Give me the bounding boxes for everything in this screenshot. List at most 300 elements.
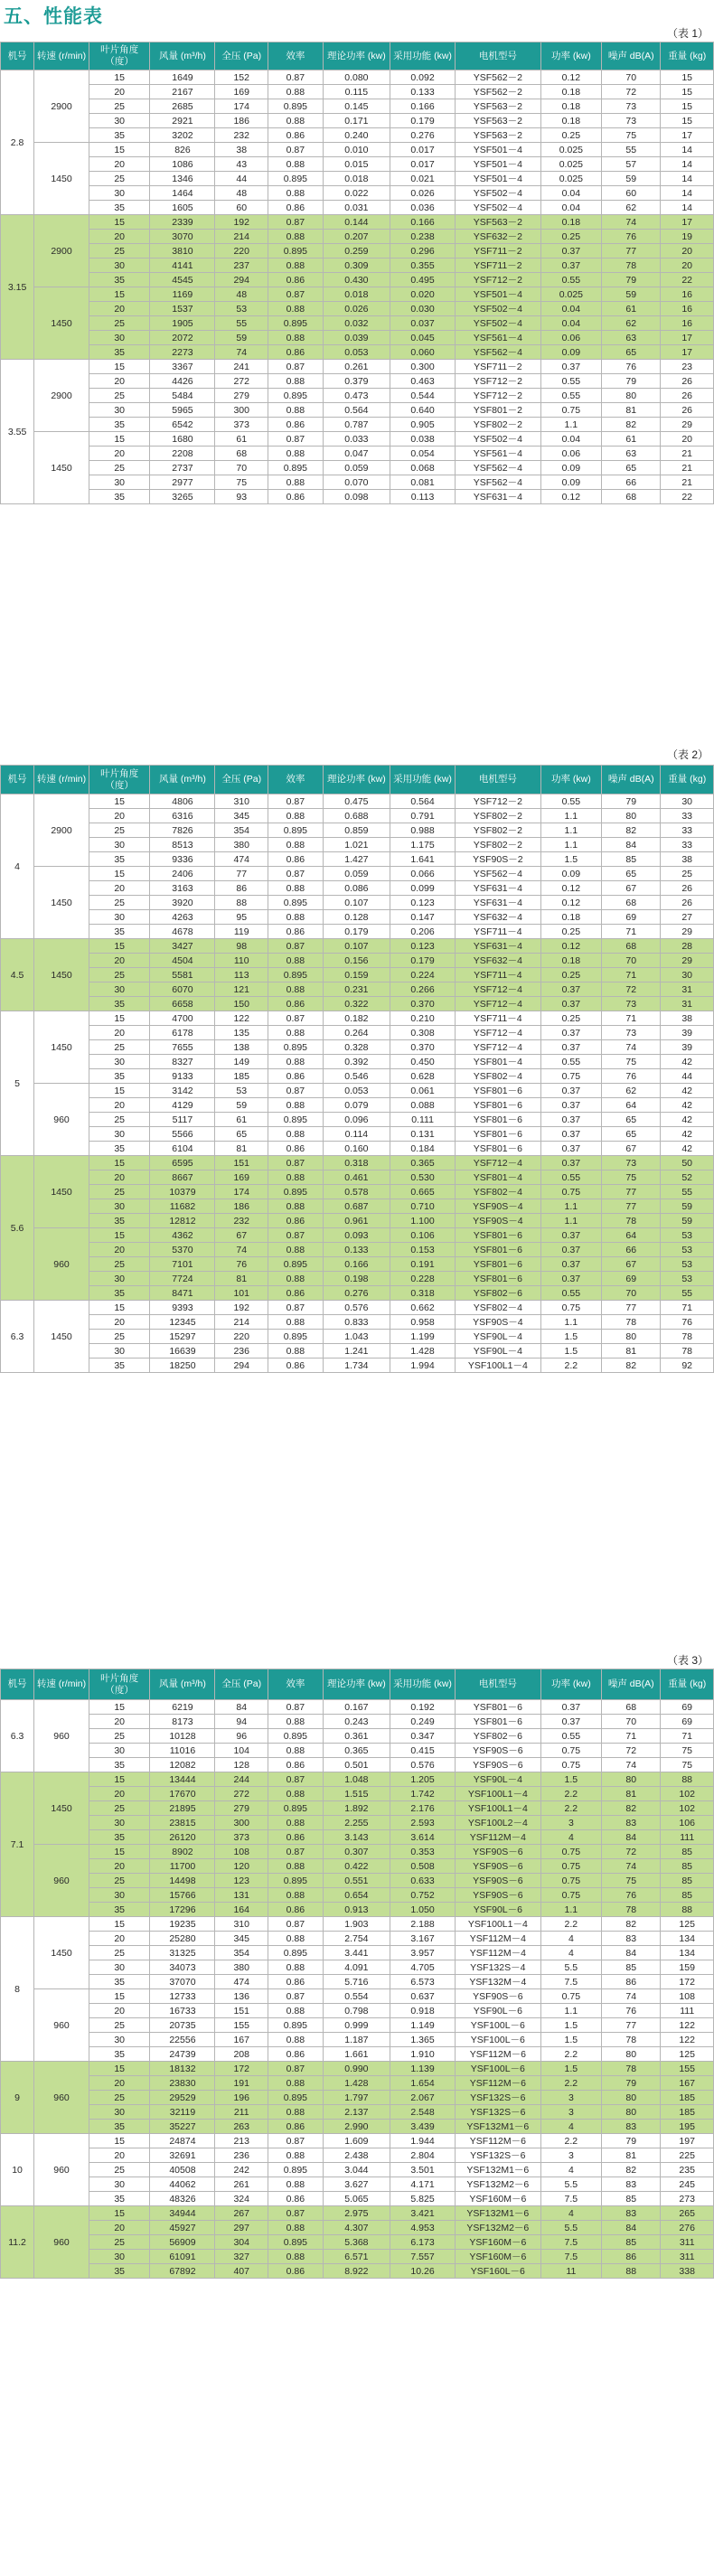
weight-cell: 85 (661, 1845, 714, 1859)
angle-cell: 25 (89, 1257, 150, 1272)
pressure-cell: 244 (215, 1772, 268, 1787)
motor-power-cell: 7.5 (540, 2235, 602, 2250)
pressure-cell: 214 (215, 230, 268, 244)
weight-cell: 16 (661, 316, 714, 331)
airflow-cell: 4545 (150, 273, 215, 287)
airflow-cell: 5965 (150, 403, 215, 418)
noise-cell: 85 (602, 2192, 661, 2206)
airflow-cell: 34073 (150, 1960, 215, 1975)
efficiency-cell: 0.87 (268, 1845, 323, 1859)
table-row (1, 1946, 714, 1960)
airflow-cell: 44062 (150, 2177, 215, 2192)
speed-cell: 2900 (34, 794, 89, 867)
angle-cell: 30 (89, 1744, 150, 1758)
airflow-cell: 6316 (150, 809, 215, 823)
table-row (1, 2047, 714, 2062)
weight-cell: 26 (661, 389, 714, 403)
pressure-cell: 55 (215, 316, 268, 331)
table-row (1, 809, 714, 823)
motor-power-cell: 0.25 (540, 925, 602, 939)
noise-cell: 73 (602, 997, 661, 1011)
adopted-power-cell: 0.123 (390, 939, 456, 954)
efficiency-cell: 0.88 (268, 2221, 323, 2235)
adopted-power-cell: 0.662 (390, 1301, 456, 1315)
motor-model-cell: YSF132S－6 (456, 2148, 541, 2163)
theoretical-power-cell: 4.307 (323, 2221, 390, 2235)
adopted-power-cell: 1.050 (390, 1903, 456, 1917)
weight-cell: 311 (661, 2235, 714, 2250)
weight-cell: 338 (661, 2264, 714, 2279)
machine-number: 5 (1, 1011, 34, 1156)
noise-cell: 72 (602, 85, 661, 99)
motor-model-cell: YSF801－6 (456, 1098, 541, 1113)
angle-cell: 20 (89, 85, 150, 99)
motor-model-cell: YSF801－6 (456, 1127, 541, 1142)
efficiency-cell: 0.86 (268, 1903, 323, 1917)
table-row (1, 1816, 714, 1830)
motor-power-cell: 1.1 (540, 1214, 602, 1228)
table-row (1, 2206, 714, 2221)
motor-power-cell: 0.75 (540, 1301, 602, 1315)
noise-cell: 81 (602, 1787, 661, 1801)
noise-cell: 69 (602, 910, 661, 925)
speed-cell: 1450 (34, 1301, 89, 1373)
machine-number: 9 (1, 2062, 34, 2134)
pressure-cell: 151 (215, 2004, 268, 2018)
motor-power-cell: 0.37 (540, 1113, 602, 1127)
theoretical-power-cell: 0.307 (323, 1845, 390, 1859)
pressure-cell: 151 (215, 1156, 268, 1170)
noise-cell: 81 (602, 1344, 661, 1359)
airflow-cell: 6542 (150, 418, 215, 432)
theoretical-power-cell: 0.160 (323, 1142, 390, 1156)
motor-power-cell: 0.12 (540, 490, 602, 504)
adopted-power-cell: 4.705 (390, 1960, 456, 1975)
table-row (1, 939, 714, 954)
weight-cell: 26 (661, 374, 714, 389)
angle-cell: 20 (89, 1859, 150, 1874)
theoretical-power-cell: 0.576 (323, 1301, 390, 1315)
motor-power-cell: 0.18 (540, 114, 602, 128)
motor-power-cell: 2.2 (540, 2134, 602, 2148)
table-row (1, 99, 714, 114)
angle-cell: 35 (89, 1359, 150, 1373)
table-row (1, 215, 714, 230)
theoretical-power-cell: 0.231 (323, 982, 390, 997)
weight-cell: 122 (661, 2033, 714, 2047)
theoretical-power-cell: 0.010 (323, 143, 390, 157)
pressure-cell: 186 (215, 1199, 268, 1214)
airflow-cell: 6219 (150, 1700, 215, 1715)
theoretical-power-cell: 1.428 (323, 2076, 390, 2091)
angle-cell: 20 (89, 1098, 150, 1113)
table-row (1, 302, 714, 316)
airflow-cell: 4806 (150, 794, 215, 809)
theoretical-power-cell: 0.059 (323, 867, 390, 881)
weight-cell: 21 (661, 461, 714, 475)
weight-cell: 20 (661, 244, 714, 259)
efficiency-cell: 0.87 (268, 2206, 323, 2221)
noise-cell: 85 (602, 852, 661, 867)
machine-number: 7.1 (1, 1772, 34, 1917)
pressure-cell: 279 (215, 389, 268, 403)
adopted-power-cell: 0.365 (390, 1156, 456, 1170)
weight-cell: 42 (661, 1113, 714, 1127)
motor-power-cell: 1.1 (540, 418, 602, 432)
adopted-power-cell: 0.224 (390, 968, 456, 982)
noise-cell: 82 (602, 2163, 661, 2177)
theoretical-power-cell: 0.093 (323, 1228, 390, 1243)
motor-model-cell: YSF100L1－4 (456, 1359, 541, 1373)
noise-cell: 86 (602, 1975, 661, 1989)
column-header: 功率 (kw) (540, 766, 602, 794)
table-row (1, 1315, 714, 1330)
noise-cell: 61 (602, 432, 661, 447)
noise-cell: 83 (602, 2120, 661, 2134)
weight-cell: 85 (661, 1874, 714, 1888)
airflow-cell: 3070 (150, 230, 215, 244)
pressure-cell: 174 (215, 1185, 268, 1199)
speed-cell: 960 (34, 1989, 89, 2062)
pressure-cell: 169 (215, 85, 268, 99)
motor-model-cell: YSF100L1－4 (456, 1917, 541, 1932)
motor-power-cell: 11 (540, 2264, 602, 2279)
angle-cell: 30 (89, 838, 150, 852)
airflow-cell: 2685 (150, 99, 215, 114)
table-row (1, 374, 714, 389)
weight-cell: 53 (661, 1243, 714, 1257)
theoretical-power-cell: 0.318 (323, 1156, 390, 1170)
theoretical-power-cell: 0.107 (323, 939, 390, 954)
weight-cell: 14 (661, 143, 714, 157)
adopted-power-cell: 7.557 (390, 2250, 456, 2264)
weight-cell: 30 (661, 968, 714, 982)
angle-cell: 25 (89, 172, 150, 186)
adopted-power-cell: 2.067 (390, 2091, 456, 2105)
noise-cell: 75 (602, 1874, 661, 1888)
table-row (1, 1830, 714, 1845)
adopted-power-cell: 10.26 (390, 2264, 456, 2279)
noise-cell: 73 (602, 114, 661, 128)
motor-power-cell: 0.025 (540, 287, 602, 302)
angle-cell: 25 (89, 1729, 150, 1744)
motor-model-cell: YSF562－4 (456, 345, 541, 360)
machine-number: 10 (1, 2134, 34, 2206)
weight-cell: 311 (661, 2250, 714, 2264)
noise-cell: 71 (602, 925, 661, 939)
adopted-power-cell: 0.576 (390, 1758, 456, 1772)
angle-cell: 30 (89, 1127, 150, 1142)
efficiency-cell: 0.87 (268, 867, 323, 881)
airflow-cell: 2273 (150, 345, 215, 360)
angle-cell: 15 (89, 143, 150, 157)
noise-cell: 63 (602, 331, 661, 345)
angle-cell: 15 (89, 71, 150, 85)
adopted-power-cell: 5.825 (390, 2192, 456, 2206)
table-row (1, 1257, 714, 1272)
column-header: 采用功能 (kw) (390, 1669, 456, 1700)
theoretical-power-cell: 0.475 (323, 794, 390, 809)
table-row (1, 403, 714, 418)
noise-cell: 64 (602, 1228, 661, 1243)
efficiency-cell: 0.87 (268, 1156, 323, 1170)
header-row (1, 766, 714, 794)
adopted-power-cell: 0.238 (390, 230, 456, 244)
motor-power-cell: 0.37 (540, 1142, 602, 1156)
theoretical-power-cell: 2.975 (323, 2206, 390, 2221)
noise-cell: 68 (602, 939, 661, 954)
noise-cell: 84 (602, 1946, 661, 1960)
motor-model-cell: YSF501－4 (456, 157, 541, 172)
theoretical-power-cell: 4.091 (323, 1960, 390, 1975)
table-row (1, 432, 714, 447)
motor-model-cell: YSF711－2 (456, 259, 541, 273)
weight-cell: 15 (661, 114, 714, 128)
angle-cell: 25 (89, 1874, 150, 1888)
airflow-cell: 18250 (150, 1359, 215, 1373)
pressure-cell: 68 (215, 447, 268, 461)
airflow-cell: 8513 (150, 838, 215, 852)
noise-cell: 82 (602, 823, 661, 838)
noise-cell: 81 (602, 403, 661, 418)
table-row (1, 881, 714, 896)
airflow-cell: 3810 (150, 244, 215, 259)
airflow-cell: 2737 (150, 461, 215, 475)
theoretical-power-cell: 1.048 (323, 1772, 390, 1787)
table-row (1, 1084, 714, 1098)
pressure-cell: 74 (215, 1243, 268, 1257)
adopted-power-cell: 0.415 (390, 1744, 456, 1758)
efficiency-cell: 0.88 (268, 1816, 323, 1830)
weight-cell: 28 (661, 939, 714, 954)
angle-cell: 30 (89, 1199, 150, 1214)
motor-power-cell: 1.1 (540, 2004, 602, 2018)
airflow-cell: 32119 (150, 2105, 215, 2120)
motor-model-cell: YSF132S－4 (456, 1960, 541, 1975)
column-header: 叶片角度 （度） (89, 766, 150, 794)
efficiency-cell: 0.895 (268, 2091, 323, 2105)
column-header: 电机型号 (456, 1669, 541, 1700)
table-row (1, 1989, 714, 2004)
noise-cell: 78 (602, 2033, 661, 2047)
motor-model-cell: YSF801－4 (456, 1055, 541, 1069)
motor-model-cell: YSF132M1－6 (456, 2206, 541, 2221)
airflow-cell: 6595 (150, 1156, 215, 1170)
angle-cell: 15 (89, 2062, 150, 2076)
theoretical-power-cell: 1.903 (323, 1917, 390, 1932)
theoretical-power-cell: 0.554 (323, 1989, 390, 2004)
table-row (1, 852, 714, 867)
motor-model-cell: YSF132M2－6 (456, 2221, 541, 2235)
adopted-power-cell: 0.192 (390, 1700, 456, 1715)
adopted-power-cell: 0.206 (390, 925, 456, 939)
table-row (1, 2004, 714, 2018)
weight-cell: 29 (661, 418, 714, 432)
theoretical-power-cell: 0.159 (323, 968, 390, 982)
efficiency-cell: 0.88 (268, 1170, 323, 1185)
noise-cell: 57 (602, 157, 661, 172)
pressure-cell: 119 (215, 925, 268, 939)
efficiency-cell: 0.86 (268, 490, 323, 504)
airflow-cell: 16733 (150, 2004, 215, 2018)
weight-cell: 172 (661, 1975, 714, 1989)
pressure-cell: 53 (215, 302, 268, 316)
pressure-cell: 128 (215, 1758, 268, 1772)
adopted-power-cell: 3.614 (390, 1830, 456, 1845)
pressure-cell: 74 (215, 345, 268, 360)
motor-power-cell: 5.5 (540, 1960, 602, 1975)
airflow-cell: 11016 (150, 1744, 215, 1758)
noise-cell: 88 (602, 2264, 661, 2279)
efficiency-cell: 0.86 (268, 1758, 323, 1772)
column-header: 转速 (r/min) (34, 42, 89, 71)
airflow-cell: 6104 (150, 1142, 215, 1156)
motor-power-cell: 0.75 (540, 1859, 602, 1874)
noise-cell: 79 (602, 374, 661, 389)
angle-cell: 15 (89, 794, 150, 809)
efficiency-cell: 0.87 (268, 1917, 323, 1932)
airflow-cell: 4678 (150, 925, 215, 939)
machine-number: 8 (1, 1917, 34, 2062)
angle-cell: 20 (89, 374, 150, 389)
motor-model-cell: YSF160L－6 (456, 2264, 541, 2279)
theoretical-power-cell: 0.787 (323, 418, 390, 432)
motor-model-cell: YSF632－2 (456, 230, 541, 244)
angle-cell: 25 (89, 1801, 150, 1816)
motor-model-cell: YSF502－4 (456, 186, 541, 201)
efficiency-cell: 0.88 (268, 1787, 323, 1801)
motor-power-cell: 1.5 (540, 1330, 602, 1344)
noise-cell: 76 (602, 2004, 661, 2018)
table-row (1, 447, 714, 461)
theoretical-power-cell: 0.026 (323, 302, 390, 316)
efficiency-cell: 0.895 (268, 2235, 323, 2250)
noise-cell: 78 (602, 2062, 661, 2076)
speed-cell: 960 (34, 1845, 89, 1917)
pressure-cell: 297 (215, 2221, 268, 2235)
adopted-power-cell: 3.439 (390, 2120, 456, 2134)
pressure-cell: 324 (215, 2192, 268, 2206)
motor-power-cell: 0.75 (540, 1874, 602, 1888)
table-row (1, 1932, 714, 1946)
adopted-power-cell: 0.710 (390, 1199, 456, 1214)
pressure-cell: 261 (215, 2177, 268, 2192)
machine-number: 2.8 (1, 71, 34, 215)
airflow-cell: 1680 (150, 432, 215, 447)
pressure-cell: 186 (215, 114, 268, 128)
pressure-cell: 220 (215, 1330, 268, 1344)
theoretical-power-cell: 0.309 (323, 259, 390, 273)
adopted-power-cell: 1.641 (390, 852, 456, 867)
angle-cell: 20 (89, 2221, 150, 2235)
pressure-cell: 294 (215, 273, 268, 287)
theoretical-power-cell: 0.107 (323, 896, 390, 910)
motor-power-cell: 0.025 (540, 143, 602, 157)
airflow-cell: 24739 (150, 2047, 215, 2062)
motor-power-cell: 0.25 (540, 968, 602, 982)
machine-number: 6.3 (1, 1301, 34, 1373)
pressure-cell: 131 (215, 1888, 268, 1903)
angle-cell: 15 (89, 1845, 150, 1859)
efficiency-cell: 0.88 (268, 2148, 323, 2163)
efficiency-cell: 0.895 (268, 823, 323, 838)
airflow-cell: 5117 (150, 1113, 215, 1127)
theoretical-power-cell: 0.365 (323, 1744, 390, 1758)
efficiency-cell: 0.88 (268, 1315, 323, 1330)
theoretical-power-cell: 1.734 (323, 1359, 390, 1373)
efficiency-cell: 0.88 (268, 1715, 323, 1729)
pressure-cell: 236 (215, 1344, 268, 1359)
table-row (1, 71, 714, 85)
column-header: 效率 (268, 42, 323, 71)
noise-cell: 80 (602, 2047, 661, 2062)
table-row (1, 475, 714, 490)
angle-cell: 35 (89, 1286, 150, 1301)
efficiency-cell: 0.86 (268, 1069, 323, 1084)
column-header: 噪声 dB(A) (602, 1669, 661, 1700)
weight-cell: 108 (661, 1989, 714, 2004)
motor-model-cell: YSF90S－4 (456, 1214, 541, 1228)
motor-power-cell: 0.75 (540, 1758, 602, 1772)
weight-cell: 106 (661, 1816, 714, 1830)
weight-cell: 125 (661, 2047, 714, 2062)
pressure-cell: 407 (215, 2264, 268, 2279)
angle-cell: 35 (89, 1214, 150, 1228)
adopted-power-cell: 2.176 (390, 1801, 456, 1816)
motor-model-cell: YSF801－2 (456, 403, 541, 418)
motor-power-cell: 7.5 (540, 2250, 602, 2264)
adopted-power-cell: 0.088 (390, 1098, 456, 1113)
table-row (1, 1845, 714, 1859)
adopted-power-cell: 0.918 (390, 2004, 456, 2018)
efficiency-cell: 0.86 (268, 997, 323, 1011)
airflow-cell: 2208 (150, 447, 215, 461)
weight-cell: 42 (661, 1098, 714, 1113)
noise-cell: 76 (602, 230, 661, 244)
adopted-power-cell: 0.450 (390, 1055, 456, 1069)
motor-power-cell: 0.04 (540, 186, 602, 201)
motor-power-cell: 1.1 (540, 1903, 602, 1917)
weight-cell: 14 (661, 157, 714, 172)
efficiency-cell: 0.88 (268, 302, 323, 316)
efficiency-cell: 0.86 (268, 1975, 323, 1989)
table-row (1, 2177, 714, 2192)
airflow-cell: 37070 (150, 1975, 215, 1989)
motor-power-cell: 0.25 (540, 1011, 602, 1026)
table-row (1, 273, 714, 287)
theoretical-power-cell: 0.461 (323, 1170, 390, 1185)
motor-model-cell: YSF90S－6 (456, 1758, 541, 1772)
efficiency-cell: 0.88 (268, 2004, 323, 2018)
adopted-power-cell: 0.958 (390, 1315, 456, 1330)
efficiency-cell: 0.87 (268, 1228, 323, 1243)
motor-model-cell: YSF801－6 (456, 1257, 541, 1272)
theoretical-power-cell: 2.438 (323, 2148, 390, 2163)
motor-model-cell: YSF502－4 (456, 316, 541, 331)
angle-cell: 20 (89, 881, 150, 896)
airflow-cell: 5484 (150, 389, 215, 403)
adopted-power-cell: 0.021 (390, 172, 456, 186)
speed-cell: 1450 (34, 287, 89, 360)
noise-cell: 67 (602, 881, 661, 896)
motor-model-cell: YSF112M－6 (456, 2047, 541, 2062)
motor-power-cell: 0.12 (540, 896, 602, 910)
angle-cell: 25 (89, 244, 150, 259)
theoretical-power-cell: 0.501 (323, 1758, 390, 1772)
airflow-cell: 18132 (150, 2062, 215, 2076)
adopted-power-cell: 0.081 (390, 475, 456, 490)
pressure-cell: 345 (215, 809, 268, 823)
